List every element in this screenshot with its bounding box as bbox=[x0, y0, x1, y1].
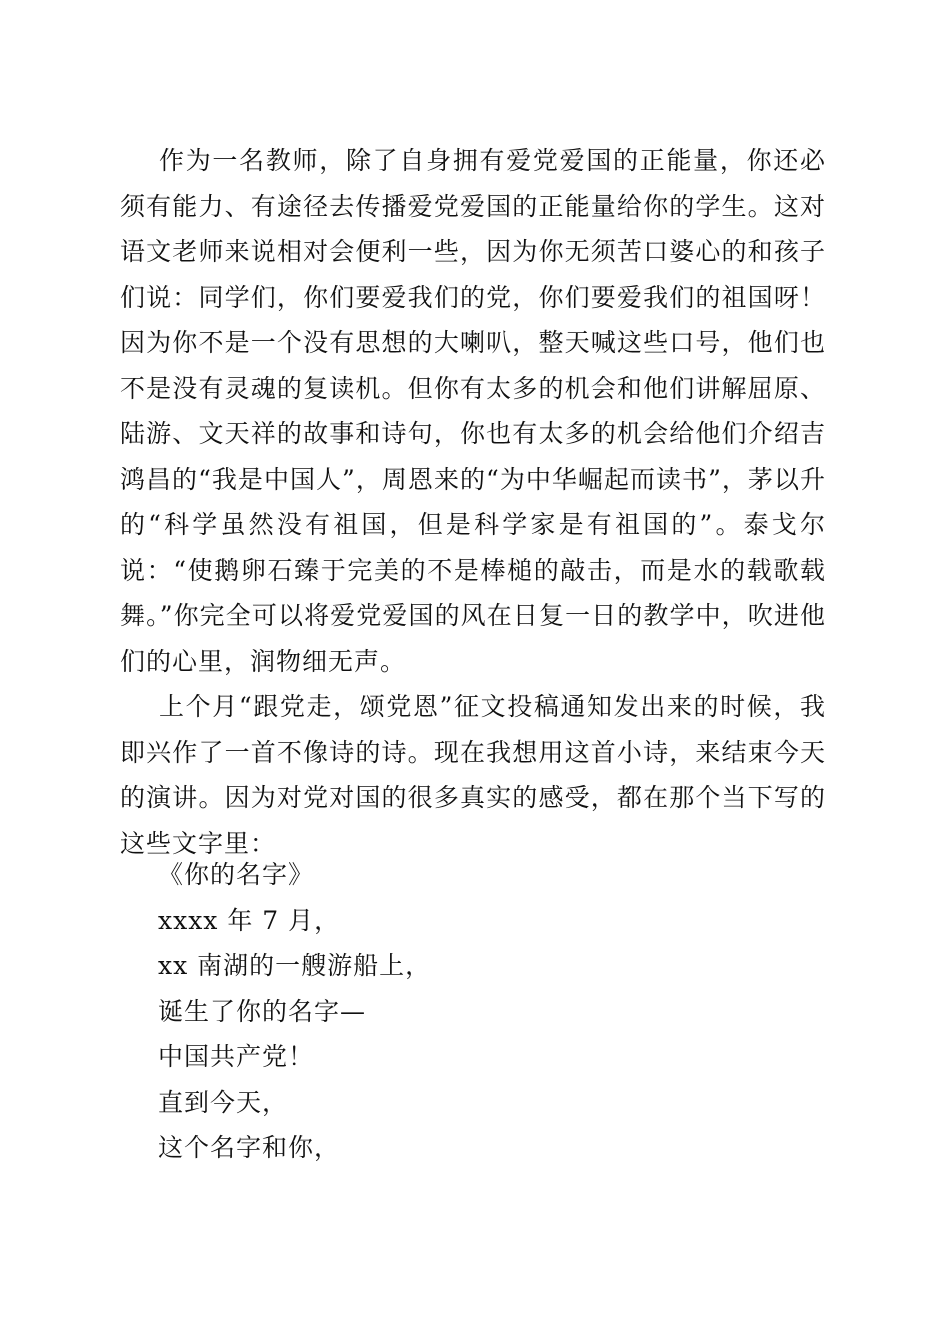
poem-line: 直到今天， bbox=[158, 1087, 289, 1117]
poem bbox=[158, 852, 818, 1171]
poem-line: 中国共产党！ bbox=[158, 1042, 315, 1071]
paragraph-2: 上个月“跟党走，颂党恩”征文投稿通知发出来的时候，我即兴作了一首不像诗的诗。现在我想用这首小诗，来结束今天的演讲。因为对党对国的很多真实的感受，都在那个当下写的这些文字里： bbox=[120, 692, 826, 858]
body-text bbox=[120, 138, 826, 866]
poem-line: 诞生了你的名字— bbox=[158, 996, 367, 1026]
poem-line: xxxx 年 7 月， bbox=[158, 905, 341, 935]
poem-line: 这个名字和你， bbox=[158, 1133, 341, 1162]
poem-title: 《你的名字》 bbox=[158, 860, 315, 889]
poem-line: xx 南湖的一艘游船上， bbox=[158, 951, 432, 980]
paragraph-1: 作为一名教师，除了自身拥有爱党爱国的正能量，你还必须有能力、有途径去传播爱党爱国的正能量给你的学生。这对语文老师来说相对会便利一些，因为你无须苦口婆心的和孩子们说：同学们，你们要爱我们的党，你们要爱我们的祖国呀！因为你不是一个没有思想的大喇叭，整天喊这些口号，他们也不是没有灵魂的复读机。但你有太多的机会和他们讲解屈原、陆游、文天祥的故事和诗句，你也有太多的机会给他们介绍吉鸿昌的“我是中国人”，周恩来的“为中华崛起而读书”，茅以升的“科学虽然没有祖国，但是科学家是有祖国的”。泰戈尔说：“使鹅卵石臻于完美的不是棒槌的敲击，而是水的载歌载舞。”你完全可以将爱党爱国的风在日复一日的教学中，吹进他们的心里，润物细无声。 bbox=[120, 146, 826, 676]
